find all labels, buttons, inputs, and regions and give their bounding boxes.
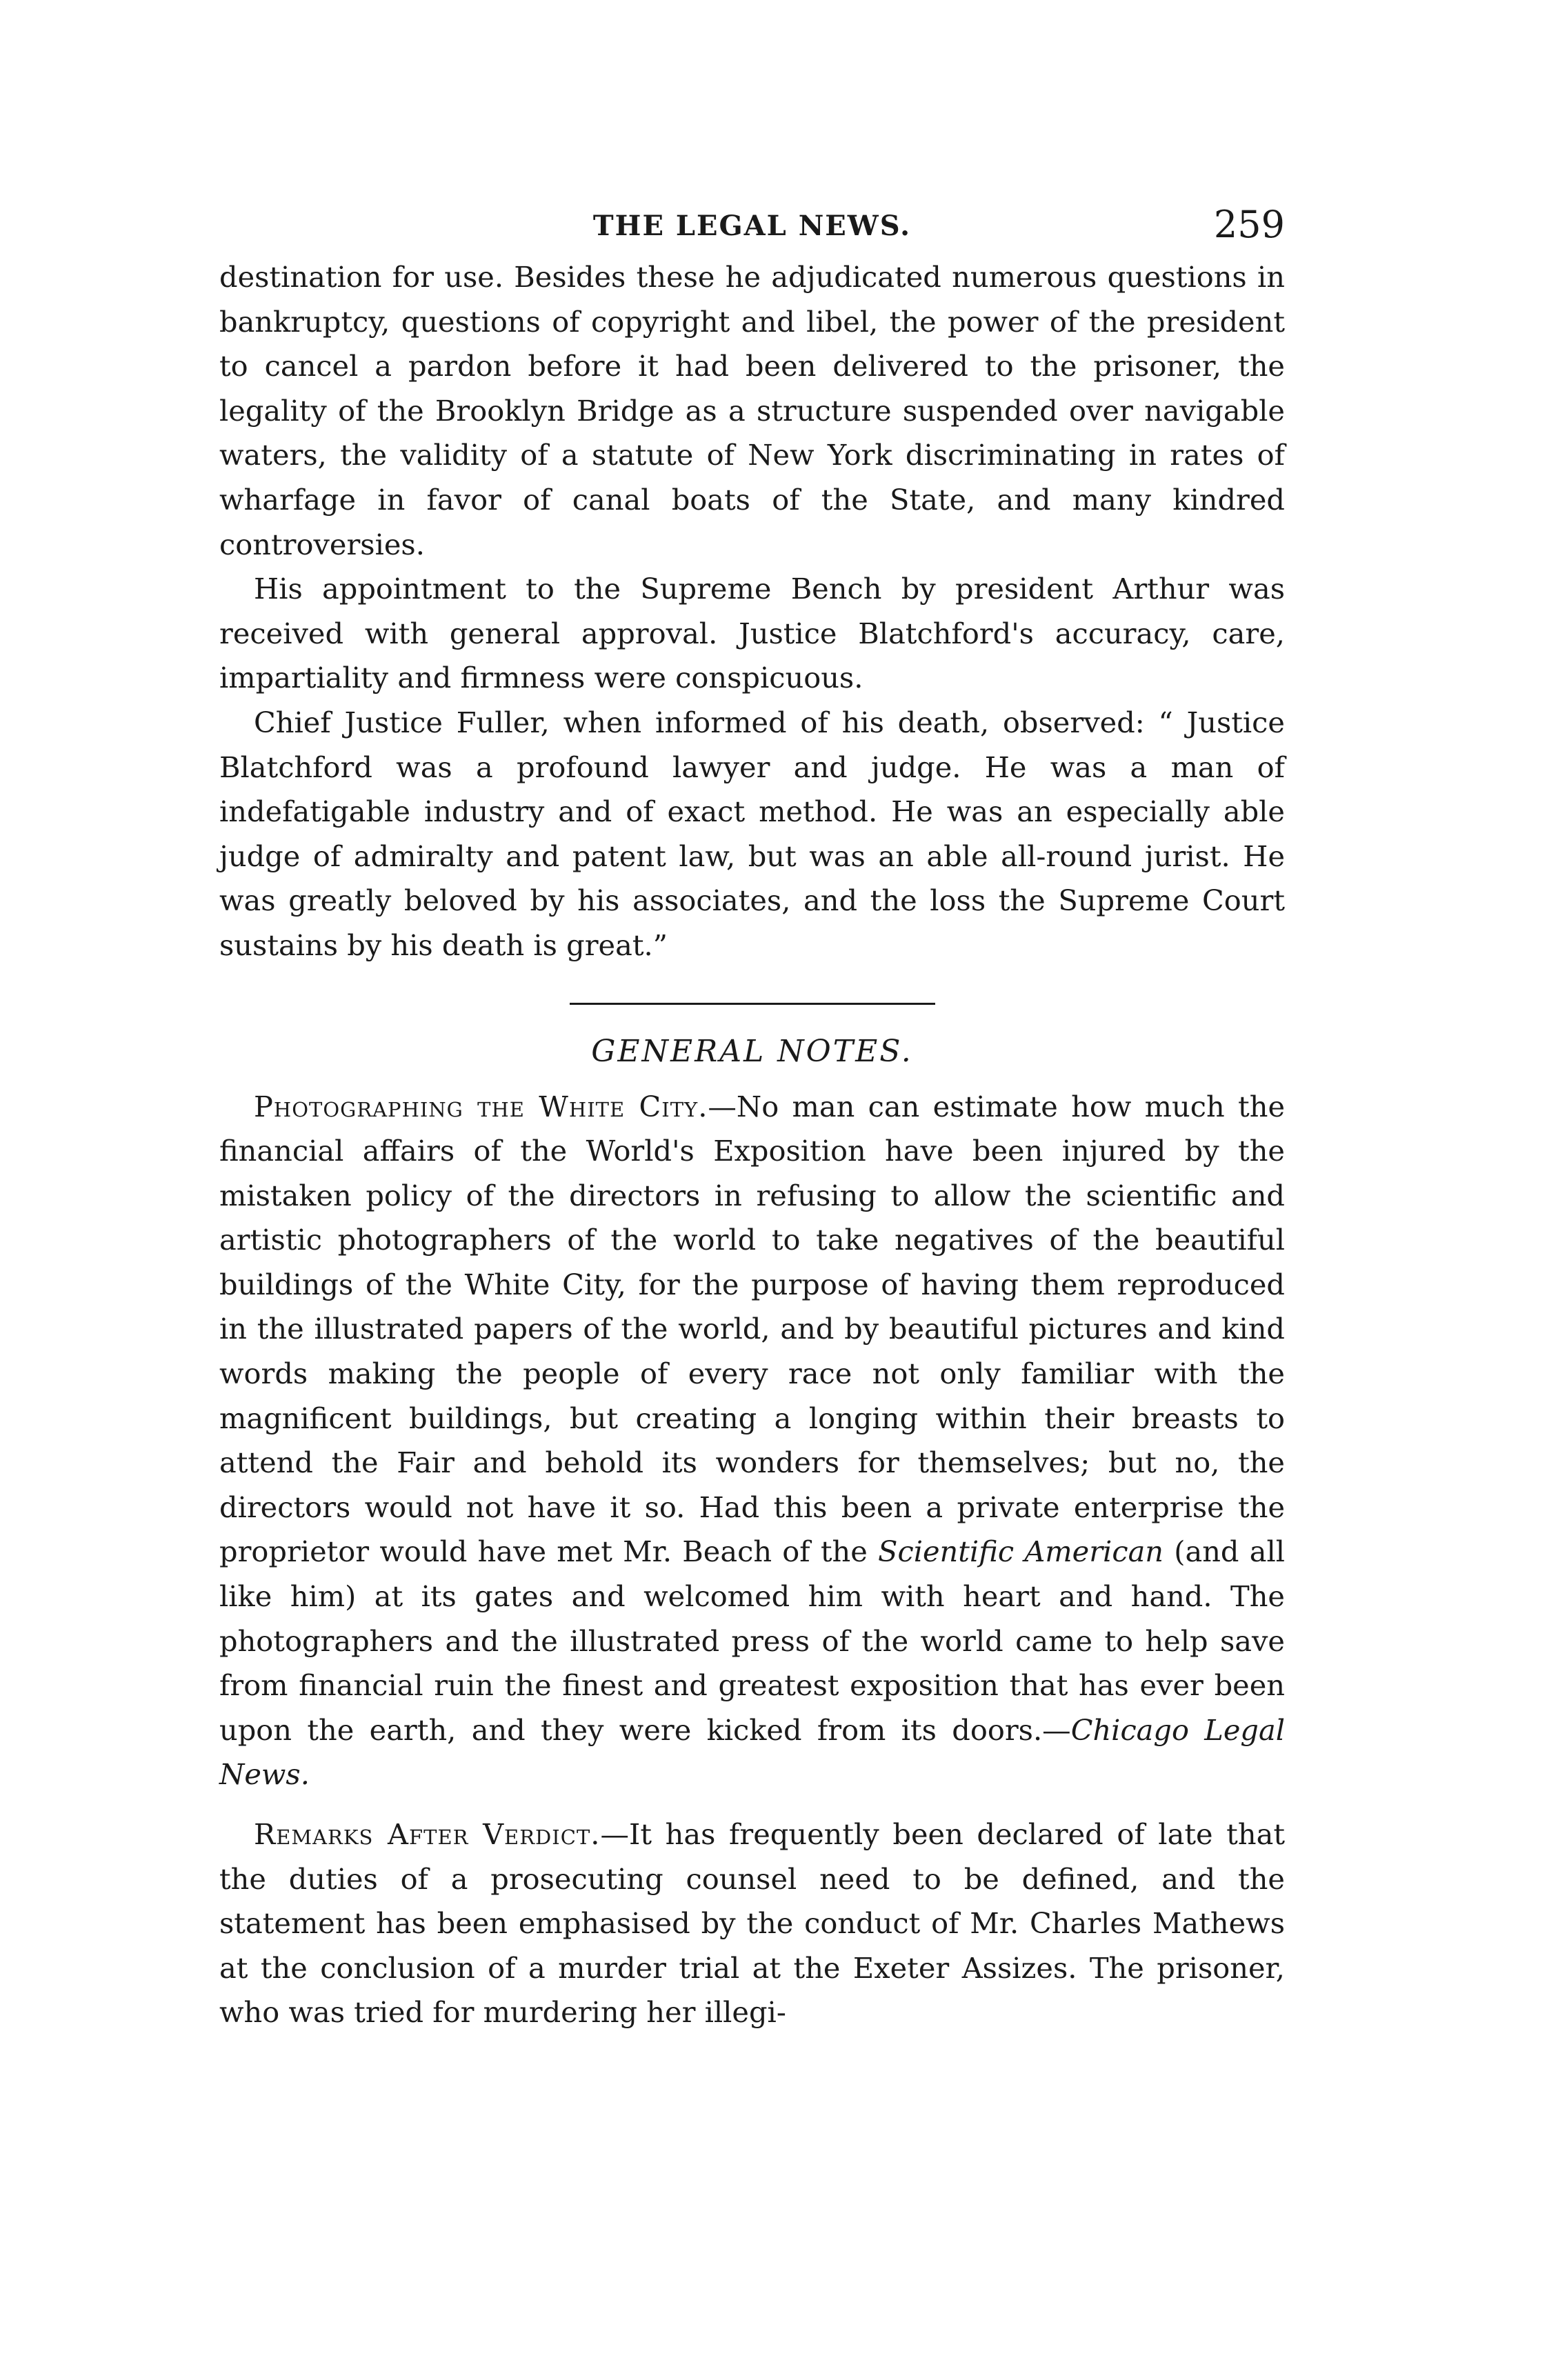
paragraph-chief-justice-quote: Chief Justice Fuller, when informed of his death, observed: “ Justice Blatchford was a profound lawyer and judge. He was a man of indefatigable industry and of exact method. He was an especially able judge of admiralty and patent law, but was an able all-round jurist. He was greatly beloved by his associates, and the loss the Supreme Court sustains by his death is great.” <box>219 705 1285 962</box>
journal-title: THE LEGAL NEWS. <box>592 210 912 242</box>
note-remarks-after-verdict <box>219 1812 1285 2035</box>
note-caption: Remarks After Verdict. <box>254 1817 601 1851</box>
note-text: (and all like him) at its gates and welcomed him with heart and hand. The photographers and the illustrated press of the world came to help save from financial ruin the finest and greatest exposition that has ever been upon the earth, and they were kicked from its doors.— <box>219 1534 1285 1747</box>
note-text: —It has frequently been declared of late that the duties of a prosecuting counsel need to be defined, and the statement has been emphasised by the conduct of Mr. Charles Mathews at the conclusion of a murder trial at the Exeter Assizes. The prisoner, who was tried for murdering her illegi- <box>219 1817 1285 2030</box>
note-text: —No man can estimate how much the financial affairs of the World's Exposition have been injured by the mistaken policy of the directors in refusing to allow the scientific and artistic photographers of the world to take negatives of the beautiful buildings of the White City, for the purpose of having them reproduced in the illustrated papers of the world, and by beautiful pictures and kind words making the people of every race not only familiar with the magnificent buildings, but creating a longing within their breasts to attend the Fair and behold its wonders for themselves; but no, the directors would not have it so. Had this been a private enterprise the proprietor would have met Mr. Beach of the <box>219 1089 1286 1569</box>
section-divider <box>570 1003 935 1005</box>
note-caption: Photographing the White City. <box>254 1089 708 1123</box>
paragraph-continuation: destination for use. Besides these he adjudicated numerous questions in bankruptcy, questions of copyright and libel, the power of the president to cancel a pardon before it had been delivered to the prisoner, the legality of the Brooklyn Bridge as a structure suspended over navigable waters, the validity of a statute of New York discriminating in rates of wharfage in favor of canal boats of the State, and many kindred controversies. <box>219 260 1285 561</box>
publication-name: Scientific American <box>878 1534 1164 1569</box>
section-heading: GENERAL NOTES. <box>591 1033 913 1069</box>
running-header <box>219 200 1285 255</box>
source-citation: Chicago Legal News. <box>219 1712 1286 1792</box>
page-number: 259 <box>1213 203 1285 246</box>
page <box>219 200 1285 2035</box>
paragraph-gap <box>219 1797 1285 1812</box>
note-photographing-white-city <box>219 1085 1285 1798</box>
paragraph-appointment: His appointment to the Supreme Bench by president Arthur was received with general approval. Justice Blatchford's accuracy, care, impartiality and firmness were conspicuous. <box>219 572 1285 695</box>
